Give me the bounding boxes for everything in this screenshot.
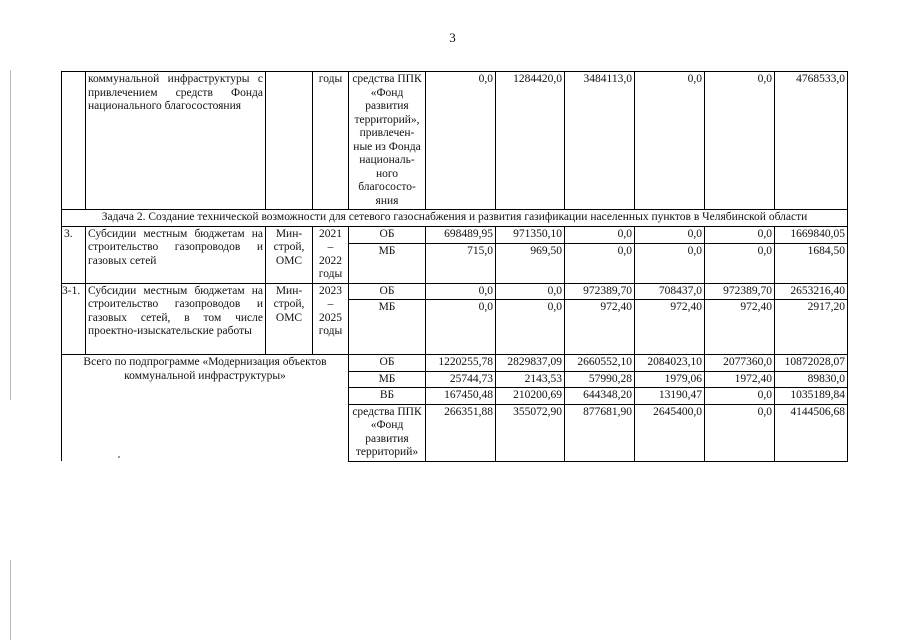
funding-source-cell: МБ [349,371,426,388]
value-cell: 0,0 [635,226,705,243]
value-cell: 1972,40 [705,371,775,388]
value-cell: 969,50 [496,243,565,283]
funding-source-cell: МБ [349,300,426,355]
table-row-continued [62,72,848,210]
value-cell: 708437,0 [635,283,705,300]
measure-name-cell: коммунальной инфраструктуры с привлечением средств Фонда национального благосостояния [86,72,266,210]
task-header-row [62,210,848,227]
value-cell: 2143,53 [496,371,565,388]
value-cell: 877681,90 [565,404,635,461]
value-cell: 0,0 [635,243,705,283]
value-total-cell: 4768533,0 [775,72,848,210]
value-cell: 971350,10 [496,226,565,243]
value-cell: 972,40 [635,300,705,355]
value-cell: 2660552,10 [565,355,635,372]
value-total-cell: 1669840,05 [775,226,848,243]
value-cell: 0,0 [565,226,635,243]
value-cell: 0,0 [496,283,565,300]
funding-source-cell: ОБ [349,355,426,372]
value-cell: 644348,20 [565,388,635,405]
value-cell: 972389,70 [565,283,635,300]
value-cell: 2645400,0 [635,404,705,461]
measure-name-cell: Субсидии местным бюджетам на строительство газопроводов и газовых сетей [86,226,266,283]
value-total-cell: 89830,0 [775,371,848,388]
total-row [62,355,848,372]
measure-name-cell: Субсидии местным бюджетам на строительство газопроводов и газовых сетей, в том числе проектно-изыскательские работы [86,283,266,355]
value-cell: 13190,47 [635,388,705,405]
value-cell: 0,0 [705,404,775,461]
value-cell: 698489,95 [426,226,496,243]
value-cell: 3484113,0 [565,72,635,210]
value-cell: 0,0 [705,243,775,283]
value-cell: 0,0 [705,388,775,405]
value-cell: 0,0 [705,72,775,210]
row-number-cell: 3. [62,226,86,283]
funding-source-cell: МБ [349,243,426,283]
value-total-cell: 2653216,40 [775,283,848,300]
value-cell: 355072,90 [496,404,565,461]
value-total-cell: 2917,20 [775,300,848,355]
years-cell: 2021 – 2022 годы [313,226,349,283]
value-cell: 266351,88 [426,404,496,461]
value-cell: 0,0 [705,226,775,243]
funding-source-cell: ОБ [349,283,426,300]
value-cell: 0,0 [426,283,496,300]
value-cell: 0,0 [426,72,496,210]
years-cell: годы [313,72,349,210]
row-number-cell: 3-1. [62,283,86,355]
page-number: 3 [449,30,456,45]
value-cell: 1220255,78 [426,355,496,372]
value-cell: 2829837,09 [496,355,565,372]
value-cell: 972,40 [565,300,635,355]
executor-cell: Мин-строй, ОМС [266,283,313,355]
row-number-cell [62,72,86,210]
value-cell: 2084023,10 [635,355,705,372]
table-row [62,226,848,243]
margin-scan-line [10,70,11,400]
value-cell: 0,0 [496,300,565,355]
value-total-cell: 4144506,68 [775,404,848,461]
table-row [62,283,848,300]
program-table [61,71,848,462]
value-cell: 0,0 [635,72,705,210]
task-title: Задача 2. Создание технической возможности для сетевого газоснабжения и развития газификации населенных пунктов в Челябинской области [62,210,848,227]
funding-source-cell: средства ППК «Фонд развития территорий», привлечен-ные из Фонда националь-ного благососто-яния [349,72,426,210]
value-total-cell: 1684,50 [775,243,848,283]
funding-source-cell: ВБ [349,388,426,405]
value-cell: 1284420,0 [496,72,565,210]
value-total-cell: 1035189,84 [775,388,848,405]
value-cell: 2077360,0 [705,355,775,372]
value-cell: 715,0 [426,243,496,283]
executor-cell [266,72,313,210]
value-cell: 972389,70 [705,283,775,300]
margin-scan-line-lower [10,560,11,640]
funding-source-cell: ОБ [349,226,426,243]
scan-speck [118,456,120,458]
value-cell: 1979,06 [635,371,705,388]
value-cell: 25744,73 [426,371,496,388]
value-total-cell: 10872028,07 [775,355,848,372]
executor-cell: Мин-строй, ОМС [266,226,313,283]
value-cell: 57990,28 [565,371,635,388]
value-cell: 210200,69 [496,388,565,405]
value-cell: 0,0 [426,300,496,355]
value-cell: 167450,48 [426,388,496,405]
value-cell: 0,0 [565,243,635,283]
funding-source-cell: средства ППК «Фонд развития территорий» [349,404,426,461]
value-cell: 972,40 [705,300,775,355]
years-cell: 2023 – 2025 годы [313,283,349,355]
total-label: Всего по подпрограмме «Модернизация объектов коммунальной инфраструктуры» [62,355,349,462]
